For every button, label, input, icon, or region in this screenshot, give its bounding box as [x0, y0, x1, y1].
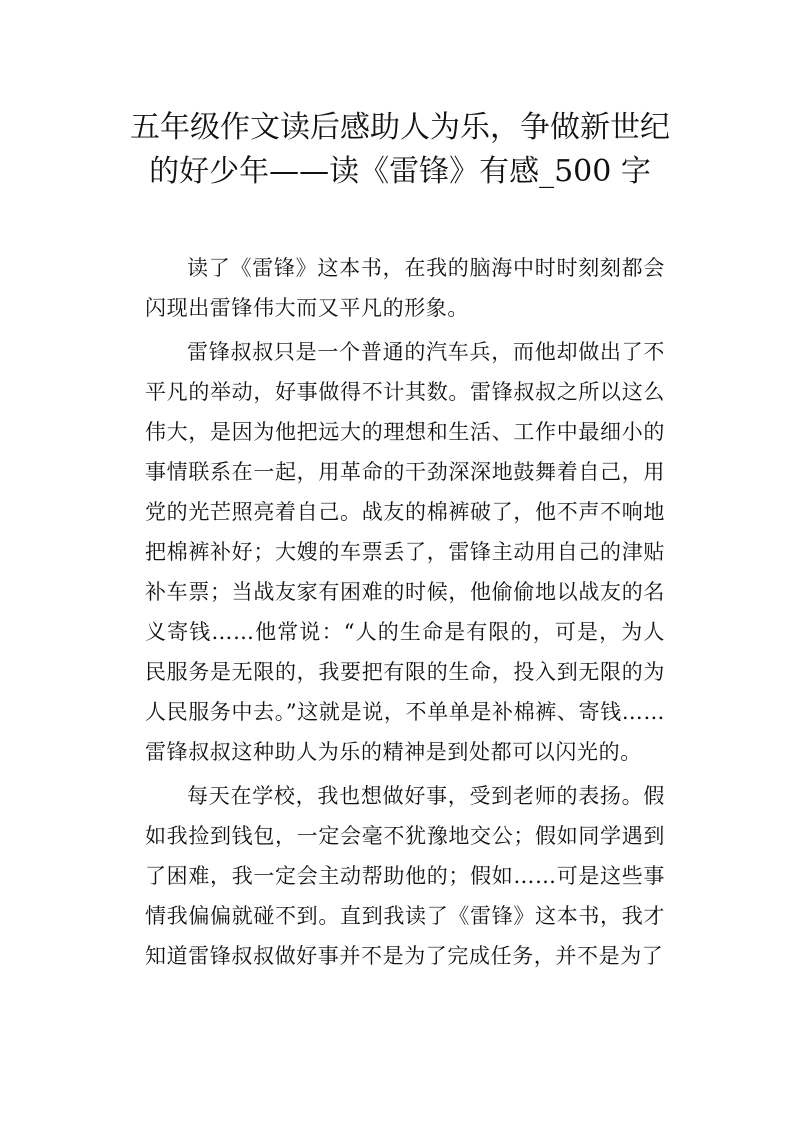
document-body [145, 248, 665, 980]
paragraph-1: 读了《雷锋》这本书，在我的脑海中时时刻刻都会闪现出雷锋伟大而又平凡的形象。 [145, 256, 665, 320]
paragraph-2: 雷锋叔叔只是一个普通的汽车兵，而他却做出了不平凡的举动，好事做得不计其数。雷锋叔叔之所以这么伟大，是因为他把远大的理想和生活、工作中最细小的事情联系在一起，用革命的干劲深深地鼓舞着自己，用党的光芒照亮着自己。战友的棉裤破了，他不声不响地把棉裤补好；大嫂的车票丢了，雷锋主动用自己的津贴补车票；当战友家有困难的时候，他偷偷地以战友的名义寄钱……他常说：“人的生命是有限的，可是，为人民服务是无限的，我要把有限的生命，投入到无限的为人民服务中去。”这就是说，不单单是补棉裤、寄钱……雷锋叔叔这种助人为乐的精神是到处都可以闪光的。 [145, 340, 665, 764]
title-line-2: 的好少年——读《雷锋》有感_500 字 [149, 154, 651, 189]
paragraph-3: 每天在学校，我也想做好事，受到老师的表扬。假如我捡到钱包，一定会毫不犹豫地交公；假如同学遇到了困难，我一定会主动帮助他的；假如……可是这些事情我偏偏就碰不到。直到我读了《雷锋》这本书，我才知道雷锋叔叔做好事并不是为了完成任务，并不是为了 [145, 784, 665, 968]
title-line-1: 五年级作文读后感助人为乐，争做新世纪 [130, 110, 670, 145]
document-title [100, 106, 700, 194]
